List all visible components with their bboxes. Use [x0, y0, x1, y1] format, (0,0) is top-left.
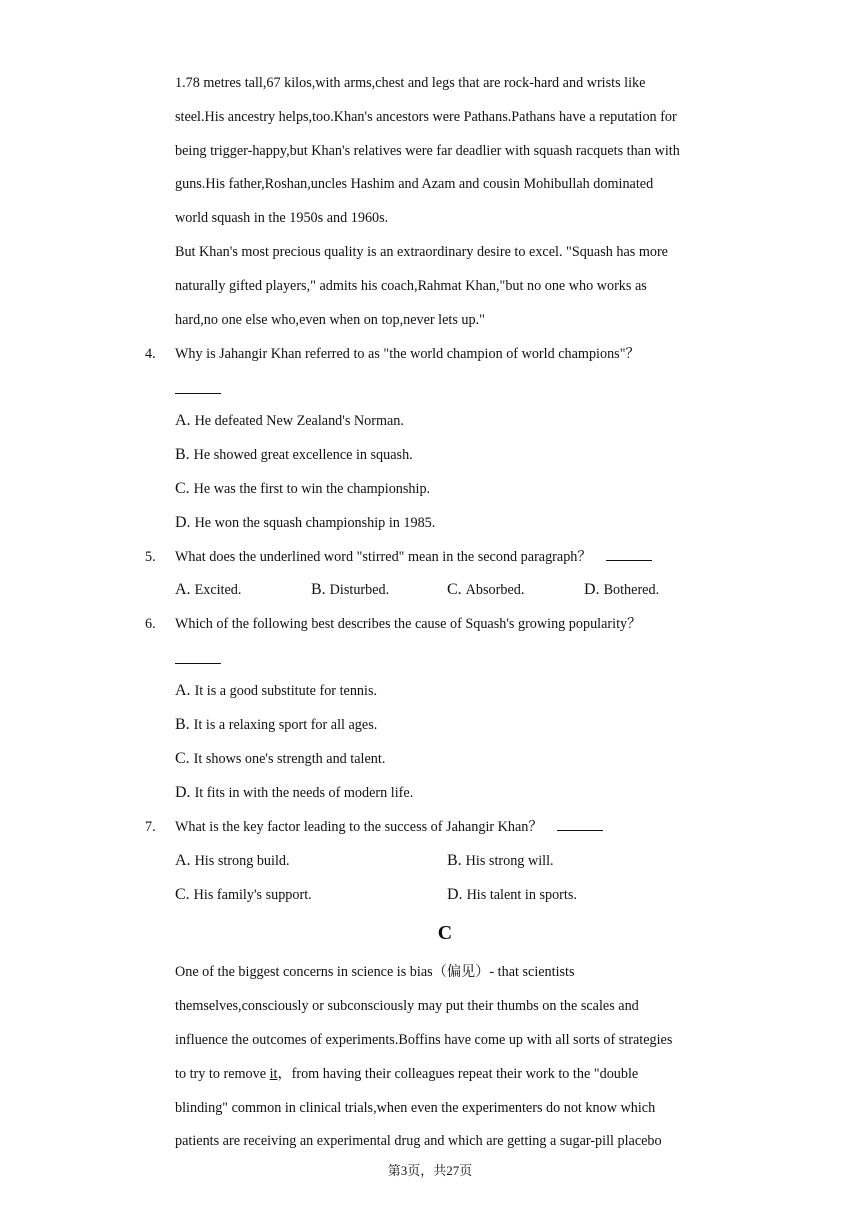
option-text: He was the first to win the championship. — [193, 481, 431, 497]
option-text: It is a relaxing sport for all ages. — [193, 717, 378, 733]
option-text: His strong will. — [465, 853, 554, 869]
option-a[interactable] — [175, 580, 241, 600]
option-letter: B. — [311, 581, 326, 598]
option-text: Bothered. — [603, 582, 660, 598]
option-a[interactable] — [175, 681, 377, 701]
option-b[interactable] — [311, 580, 389, 600]
passage-line: But Khan's most precious quality is an extraordinary desire to excel. "Squash has more — [175, 244, 668, 260]
option-letter: D. — [447, 886, 463, 903]
answer-blank[interactable] — [175, 663, 221, 664]
question-text: What does the underlined word "stirred" mean in the second paragraph？ — [175, 549, 592, 565]
option-letter: C. — [175, 750, 190, 767]
section-heading: C — [437, 922, 453, 944]
option-letter: A. — [175, 852, 191, 869]
option-letter: B. — [175, 716, 190, 733]
option-c[interactable] — [447, 580, 524, 600]
passage-line: 1.78 metres tall,67 kilos,with arms,chest and legs that are rock-hard and wrists like — [175, 75, 646, 91]
option-b[interactable] — [175, 715, 377, 735]
option-c[interactable] — [175, 749, 385, 769]
passage-line: being trigger-happy,but Khan's relatives were far deadlier with squash racquets than with — [175, 143, 680, 159]
answer-blank[interactable] — [175, 393, 221, 394]
option-d[interactable] — [584, 580, 659, 600]
option-text: Absorbed. — [465, 582, 525, 598]
option-text: He showed great excellence in squash. — [193, 447, 413, 463]
option-text: He defeated New Zealand's Norman. — [194, 413, 404, 429]
question-number: 5. — [145, 549, 156, 565]
option-text: His talent in sports. — [466, 887, 577, 903]
passage-line: patients are receiving an experimental drug and which are getting a sugar-pill placebo — [175, 1133, 662, 1149]
question-row — [175, 817, 603, 837]
passage-line: blinding" common in clinical trials,when even the experimenters do not know which — [175, 1100, 656, 1116]
question-row — [175, 547, 652, 567]
passage-line: steel.His ancestry helps,too.Khan's ancestors were Pathans.Pathans have a reputation for — [175, 109, 677, 125]
question-text: Why is Jahangir Khan referred to as "the world champion of world champions"？ — [175, 346, 640, 362]
option-letter: D. — [175, 784, 191, 801]
question-number: 7. — [145, 819, 156, 835]
option-text: It fits in with the needs of modern life. — [194, 785, 414, 801]
passage-line: naturally gifted players," admits his coach,Rahmat Khan,"but no one who works as — [175, 278, 647, 294]
passage-text: to try to remove — [175, 1066, 270, 1082]
option-letter: C. — [447, 581, 462, 598]
option-text: Excited. — [194, 582, 242, 598]
answer-blank[interactable] — [557, 818, 603, 831]
option-text: His strong build. — [194, 853, 290, 869]
passage-line: influence the outcomes of experiments.Boffins have come up with all sorts of strategies — [175, 1032, 673, 1048]
option-letter: A. — [175, 412, 191, 429]
option-d[interactable] — [175, 513, 435, 533]
option-c[interactable] — [175, 885, 312, 905]
option-letter: D. — [584, 581, 600, 598]
option-letter: A. — [175, 581, 191, 598]
option-letter: C. — [175, 886, 190, 903]
option-b[interactable] — [447, 851, 554, 871]
page-footer: 第3页，共27页 — [387, 1163, 473, 1178]
question-text: Which of the following best describes the cause of Squash's growing popularity？ — [175, 616, 642, 632]
option-b[interactable] — [175, 445, 413, 465]
option-d[interactable] — [447, 885, 577, 905]
option-letter: B. — [175, 446, 190, 463]
answer-blank[interactable] — [606, 548, 652, 561]
option-text: It is a good substitute for tennis. — [194, 683, 378, 699]
option-letter: D. — [175, 514, 191, 531]
option-text: His family's support. — [193, 887, 312, 903]
question-number: 6. — [145, 616, 156, 632]
option-a[interactable] — [175, 851, 290, 871]
option-letter: C. — [175, 480, 190, 497]
passage-line: world squash in the 1950s and 1960s. — [175, 210, 389, 226]
option-d[interactable] — [175, 783, 413, 803]
option-letter: A. — [175, 682, 191, 699]
option-text: He won the squash championship in 1985. — [194, 515, 436, 531]
passage-line: guns.His father,Roshan,uncles Hashim and Azam and cousin Mohibullah dominated — [175, 176, 654, 192]
passage-line: hard,no one else who,even when on top,never lets up." — [175, 312, 485, 328]
passage-text: ，from having their colleagues repeat their work to the "double — [277, 1066, 639, 1082]
option-text: Disturbed. — [329, 582, 390, 598]
passage-line: One of the biggest concerns in science is bias（偏见）- that scientists — [175, 964, 575, 980]
question-number: 4. — [145, 346, 156, 362]
question-text: What is the key factor leading to the success of Jahangir Khan？ — [175, 819, 543, 835]
option-c[interactable] — [175, 479, 430, 499]
option-a[interactable] — [175, 411, 404, 431]
passage-line: themselves,consciously or subconsciously may put their thumbs on the scales and — [175, 998, 639, 1014]
underlined-word: it — [269, 1066, 278, 1082]
passage-line — [175, 1064, 638, 1084]
option-letter: B. — [447, 852, 462, 869]
option-text: It shows one's strength and talent. — [193, 751, 386, 767]
